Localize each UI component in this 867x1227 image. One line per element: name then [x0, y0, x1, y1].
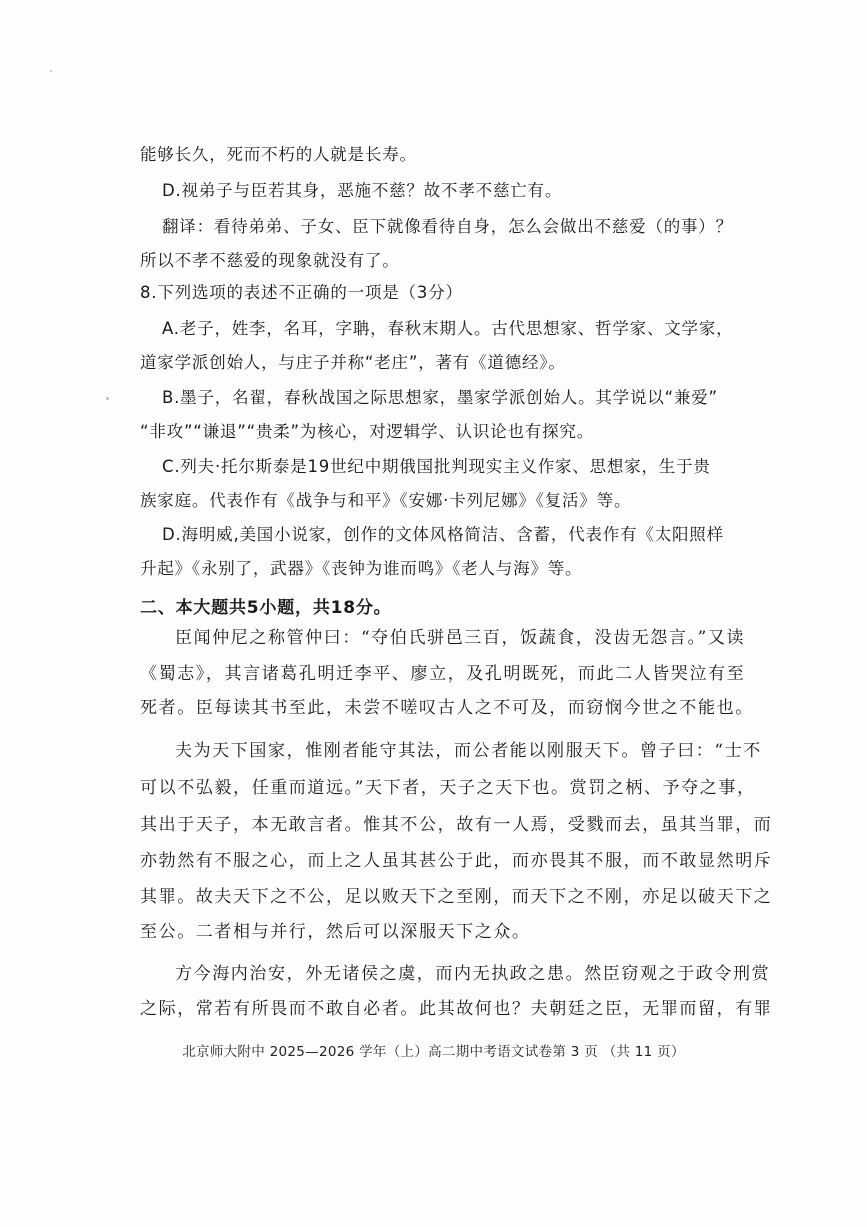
passage-line: 臣闻仲尼之称管仲曰：“夺伯氏骈邑三百，饭蔬食，没齿无怨言。”又读 — [175, 628, 746, 648]
option-c: C.列夫·托尔斯泰是19世纪中期俄国批判现实主义作家、思想家，生于贵 — [162, 457, 711, 476]
option-b-cont: “非攻”“谦退”“贵柔”为核心，对逻辑学、认识论也有探究。 — [140, 422, 594, 441]
option-d-original: D.视弟子与臣若其身，恶施不慈？故不孝不慈亡有。 — [162, 181, 563, 200]
passage-line: 可以不弘毅，任重而道远。”天下者，天子之天下也。赏罚之柄、予夺之事， — [140, 778, 756, 798]
text-line: 能够长久，死而不朽的人就是长寿。 — [140, 145, 417, 164]
passage-line: 夫为天下国家，惟刚者能守其法，而公者能以刚服天下。曾子曰：“士不 — [175, 741, 762, 761]
scan-speck — [50, 70, 52, 72]
section-heading: 二、本大题共5小题，共18分。 — [140, 598, 392, 618]
scan-speck — [106, 397, 109, 400]
passage-line: 死者。臣每读其书至此，未尝不嗟叹古人之不可及，而窃悯今世之不能也。 — [140, 698, 754, 718]
passage-line: 至公。二者相与并行，然后可以深服天下之众。 — [140, 922, 531, 942]
passage-line: 《蜀志》，其言诸葛孔明迁李平、廖立，及孔明既死，而此二人皆哭泣有至 — [140, 664, 746, 684]
page-footer: 北京师大附中 2025—2026 学年（上）高二期中考语文试卷第 3 页 （共 11 页） — [182, 1044, 685, 1060]
passage-line: 之际，常若有所畏而不敢自必者。此其故何也？夫朝廷之臣，无罪而留，有罪 — [140, 999, 773, 1019]
option-d-cont: 升起》《永别了，武器》《丧钟为谁而鸣》《老人与海》等。 — [140, 559, 583, 578]
option-b: B.墨子，名翟，春秋战国之际思想家，墨家学派创始人。其学说以“兼爱” — [162, 388, 718, 407]
translation-line: 翻译：看待弟弟、子女、臣下就像看待自身，怎么会做出不慈爱（的事）？ — [162, 217, 733, 236]
translation-line: 所以不孝不慈爱的现象就没有了。 — [140, 251, 400, 270]
question-8-stem: 8.下列选项的表述不正确的一项是（3分） — [140, 283, 463, 302]
passage-line: 方今海内治安，外无诸侯之虞，而内无执政之患。然臣窃观之于政令刑赏 — [175, 964, 771, 984]
option-c-cont: 族家庭。代表作有《战争与和平》《安娜·卡列尼娜》《复活》等。 — [140, 491, 632, 510]
option-a-cont: 道家学派创始人，与庄子并称“老庄”，著有《道德经》。 — [140, 353, 566, 372]
passage-line: 其罪。故夫天下之不公，足以败天下之至刚，而天下之不刚，亦足以破天下之 — [140, 887, 773, 907]
passage-line: 亦勃然有不服之心，而上之人虽其甚公于此，而亦畏其不服，而不敢显然明斥 — [140, 851, 773, 871]
option-a: A.老子，姓李，名耳，字聃，春秋末期人。古代思想家、哲学家、文学家， — [162, 319, 734, 338]
option-d: D.海明威,美国小说家，创作的文体风格简洁、含蓄，代表作有《太阳照样 — [162, 525, 724, 544]
passage-line: 其出于天子，本无敢言者。惟其不公，故有一人焉，受戮而去，虽其当罪，而 — [140, 815, 773, 835]
